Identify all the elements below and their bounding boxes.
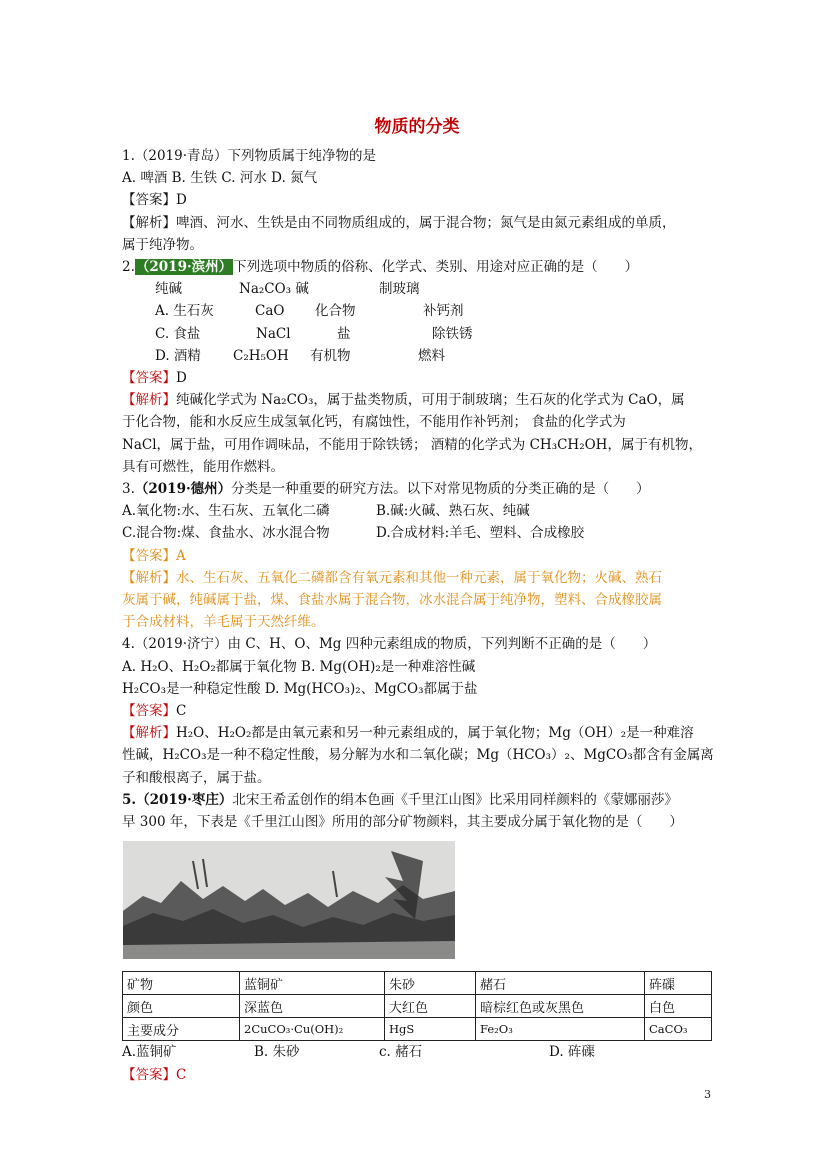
question-text: 早 300 年，下表是《千里江山图》所用的部分矿物颜料，其主要成分属于氧化物的是（ ） [122, 814, 683, 831]
table-cell: 砗磲 [645, 972, 712, 995]
q2-row [122, 300, 712, 322]
option-b: B. 朱砂 [254, 1044, 300, 1061]
table-cell: 暗棕红色或灰黑色 [476, 995, 645, 1018]
q2-answer [122, 367, 712, 389]
q1-stem: 1.（2019·青岛）下列物质属于纯净物的是 [122, 148, 377, 164]
analysis-text: 属于纯净物。 [122, 236, 203, 253]
answer-tag: 【答案】 [122, 547, 176, 564]
cell: C. 食盐 [155, 325, 201, 342]
answer-tag: 【答案】 [122, 1066, 176, 1083]
q2-row [122, 323, 712, 345]
analysis-text: 啤酒、河水、生铁是由不同物质组成的，属于混合物；氮气是由氮元素组成的单质， [176, 214, 676, 231]
analysis-text: 于化合物，能和水反应生成氢氧化钙，有腐蚀性，不能用作补钙剂； 食盐的化学式为 [122, 414, 626, 431]
q5-stem [122, 789, 712, 811]
q3-analysis [122, 567, 712, 589]
cell: 燃料 [418, 347, 445, 364]
table-cell: 2CuCO₃·Cu(OH)₂ [240, 1018, 385, 1041]
q1-answer [122, 189, 712, 211]
table-row [123, 972, 712, 995]
option-c: c. 赭石 [379, 1044, 423, 1061]
option-c: C.混合物:煤、食盐水、冰水混合物 [122, 525, 330, 542]
q4-stem: 4.（2019·济宁）由 C、H、O、Mg 四种元素组成的物质，下列判断不正确的是（ ） [122, 636, 657, 653]
q1-analysis [122, 212, 712, 234]
analysis-text: 灰属于碱，纯碱属于盐，煤、食盐水属于混合物，冰水混合属于纯净物，塑料、合成橡胶属 [122, 592, 662, 609]
table-row [123, 995, 712, 1018]
painting-illustration [123, 841, 455, 959]
analysis-text: 子和酸根离子，属于盐。 [122, 769, 271, 786]
table-cell: 颜色 [123, 995, 240, 1018]
cell: NaCl [256, 325, 291, 342]
analysis-text: 于合成材料，羊毛属于天然纤维。 [122, 614, 325, 631]
cell: CaO [255, 303, 285, 320]
cell: 有机物 [310, 347, 351, 364]
answer-tag: 【答案】 [122, 192, 176, 209]
analysis-text: NaCl，属于盐，可用作调味品，不能用于除铁锈； 酒精的化学式为 CH₃CH₂OH，属于有机物， [122, 436, 702, 453]
page-number: 3 [704, 1088, 711, 1101]
q3-options-cd [122, 522, 712, 544]
q2-row [122, 345, 712, 367]
analysis-text: 具有可燃性，能用作燃料。 [122, 458, 284, 475]
q3-answer [122, 545, 712, 567]
table-cell: 白色 [645, 995, 712, 1018]
mineral-pigment-table [122, 971, 712, 1041]
landscape-painting-image [123, 841, 455, 959]
cell: C₂H₅OH [233, 347, 289, 364]
cell: 制玻璃 [379, 281, 420, 298]
cell: 化合物 [315, 303, 356, 320]
analysis-text: 水、生石灰、五氧化二磷都含有氧元素和其他一种元素，属于氧化物；火碱、熟石 [176, 569, 662, 586]
answer-value: C [176, 1066, 187, 1083]
analysis-text: 性碱，H₂CO₃是一种不稳定性酸，易分解为水和二氧化碳；Mg（HCO₃）₂、MgCO₃都含有金属离 [122, 747, 714, 764]
q4-analysis [122, 722, 712, 744]
cell: 盐 [337, 325, 351, 342]
question-source: （2019·德州） [134, 481, 232, 498]
q1-options: A. 啤酒 B. 生铁 C. 河水 D. 氮气 [122, 170, 318, 187]
analysis-tag: 【解析】 [122, 214, 176, 231]
option-a: A.氧化物:水、生石灰、五氧化二磷 [122, 503, 330, 520]
table-cell: CaCO₃ [645, 1018, 712, 1041]
question-number: 2. [122, 259, 135, 276]
analysis-tag: 【解析】 [122, 392, 176, 409]
q4-options-ab: A. H₂O、H₂O₂都属于氧化物 B. Mg(OH)₂是一种难溶性碱 [122, 658, 476, 675]
highlighted-source: （2019·滨州） [135, 259, 233, 276]
table-cell: 赭石 [476, 972, 645, 995]
analysis-tag: 【解析】 [122, 725, 176, 742]
analysis-tag: 【解析】 [122, 569, 176, 586]
q4-options-cd: H₂CO₃是一种稳定性酸 D. Mg(HCO₃)₂、MgCO₃都属于盐 [122, 680, 478, 697]
question-text: 分类是一种重要的研究方法。以下对常见物质的分类正确的是（ ） [231, 481, 650, 498]
table-cell: 大红色 [385, 995, 476, 1018]
question-number: 5. [122, 791, 137, 808]
table-cell: 主要成分 [123, 1018, 240, 1041]
analysis-text: H₂O、H₂O₂都是由氧元素和另一种元素组成的，属于氧化物；Mg（OH）₂是一种难溶 [176, 725, 694, 742]
option-d: D. 砗磲 [549, 1044, 595, 1061]
table-cell: 深蓝色 [240, 995, 385, 1018]
table-cell: Fe₂O₃ [476, 1018, 645, 1041]
document-page [122, 112, 712, 1086]
table-cell: 矿物 [123, 972, 240, 995]
answer-value: C [176, 703, 187, 720]
q4-answer [122, 700, 712, 722]
page-title: 物质的分类 [374, 117, 460, 137]
q3-stem [122, 478, 712, 500]
answer-tag: 【答案】 [122, 370, 176, 387]
question-number: 3. [122, 481, 135, 498]
question-text: 下列选项中物质的俗称、化学式、类别、用途对应正确的是（ ） [233, 259, 639, 276]
answer-value: A [176, 547, 186, 564]
question-source: （2019·枣庄） [136, 791, 233, 808]
cell: 补钙剂 [423, 303, 464, 320]
q5-answer [122, 1064, 712, 1086]
table-cell: HgS [385, 1018, 476, 1041]
table-cell: 蓝铜矿 [240, 972, 385, 995]
cell: 纯碱 [155, 281, 182, 298]
q5-options [122, 1041, 712, 1063]
q2-stem [122, 256, 712, 278]
option-b: B.碱:火碱、熟石灰、纯碱 [376, 503, 530, 520]
table-cell: 朱砂 [385, 972, 476, 995]
q2-analysis [122, 389, 712, 411]
q3-options-ab [122, 500, 712, 522]
option-a: A.蓝铜矿 [122, 1044, 177, 1061]
question-text: 北宋王希孟创作的绢本色画《千里江山图》比采用同样颜料的《蒙娜丽莎》 [232, 791, 678, 808]
cell: 除铁锈 [432, 325, 473, 342]
analysis-text: 纯碱化学式为 Na₂CO₃，属于盐类物质，可用于制玻璃；生石灰的化学式为 CaO，属 [176, 392, 685, 409]
answer-tag: 【答案】 [122, 703, 176, 720]
answer-value: D [176, 192, 187, 209]
table-row [123, 1018, 712, 1041]
option-d: D.合成材料:羊毛、塑料、合成橡胶 [376, 525, 585, 542]
q2-row [122, 278, 712, 300]
cell: Na₂CO₃ 碱 [239, 281, 309, 298]
cell: D. 酒精 [155, 347, 201, 364]
answer-value: D [176, 370, 187, 387]
cell: A. 生石灰 [155, 303, 214, 320]
